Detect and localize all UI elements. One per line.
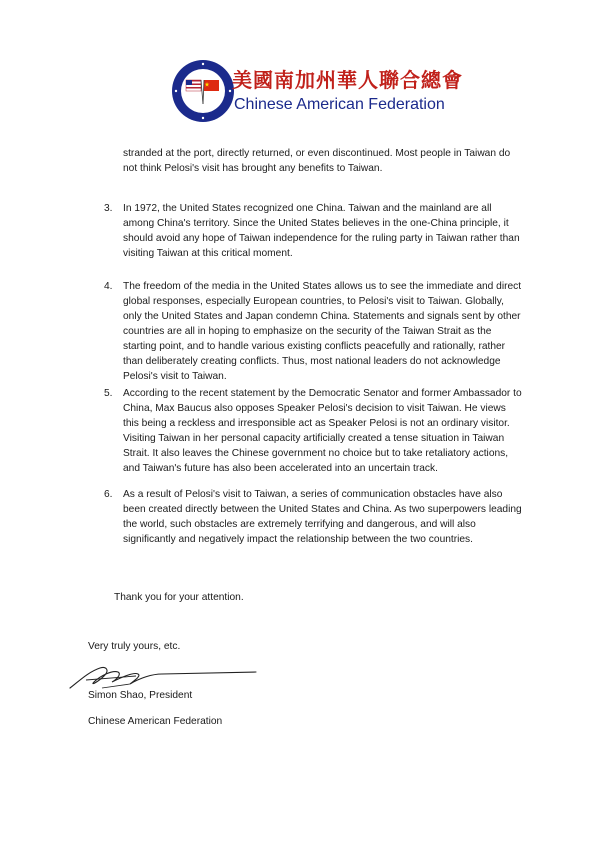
point-number: 4. xyxy=(104,281,113,292)
thanks-line: Thank you for your attention. xyxy=(114,592,244,603)
org-name-english: Chinese American Federation xyxy=(234,96,445,113)
point-number: 5. xyxy=(104,388,113,399)
point-paragraph: The freedom of the media in the United States allows us to see the immediate and direct global responses, especially European countries, to Pelosi's visit to Taiwan. Globally, only the United States and Japan condemn China. Statements and signals sent by other countries are all in hoping to emphasize on the security of the Taiwan Strait as the starting point, and to handle various existing conflicts peacefully and rationally, rather than deliberately creating conflicts. Thus, most national leaders do not acknowledge Pelosi's visit to Taiwan. xyxy=(123,281,522,382)
point-paragraph: In 1972, the United States recognized one China. Taiwan and the mainland are all among China's territory. Since the United States believes in the one-China principle, it should avoid any hope of Taiwan independence for the ruling party in Taiwan rather than visiting Taiwan at this critical moment. xyxy=(123,203,520,259)
federation-logo-icon xyxy=(170,58,236,124)
point-number: 3. xyxy=(104,203,113,214)
signer-name: Simon Shao, President xyxy=(88,690,193,701)
letterhead xyxy=(170,58,463,128)
point-paragraph: According to the recent statement by the Democratic Senator and former Ambassador to China, Max Baucus also opposes Speaker Pelosi's decision to visit Taiwan. He views this being a reckless and irresponsible act as Speaker Pelosi is not an ordinary visitor. Visiting Taiwan in her personal capacity artificially created a tense situation in Taiwan Strait. It also leaves the Chinese government no choice but to take retaliatory actions, and Taiwan's future has also been accelerated into an uncertain track. xyxy=(123,388,522,474)
org-name-chinese: 美國南加州華人聯合總會 xyxy=(232,68,463,92)
closing-salutation: Very truly yours, etc. xyxy=(88,641,181,652)
point-number: 6. xyxy=(104,489,113,500)
point-paragraph: As a result of Pelosi's visit to Taiwan, a series of communication obstacles have also been created directly between the United States and China. As two superpowers leading the world, such obstacles are extremely terrifying and dangerous, and will also significantly and negatively impact the relationship between the two countries. xyxy=(123,489,522,545)
continuation-paragraph: stranded at the port, directly returned, or even discontinued. Most people in Taiwan do not think Pelosi's visit has brought any benefits to Taiwan. xyxy=(123,148,511,174)
signer-organization: Chinese American Federation xyxy=(88,716,223,727)
